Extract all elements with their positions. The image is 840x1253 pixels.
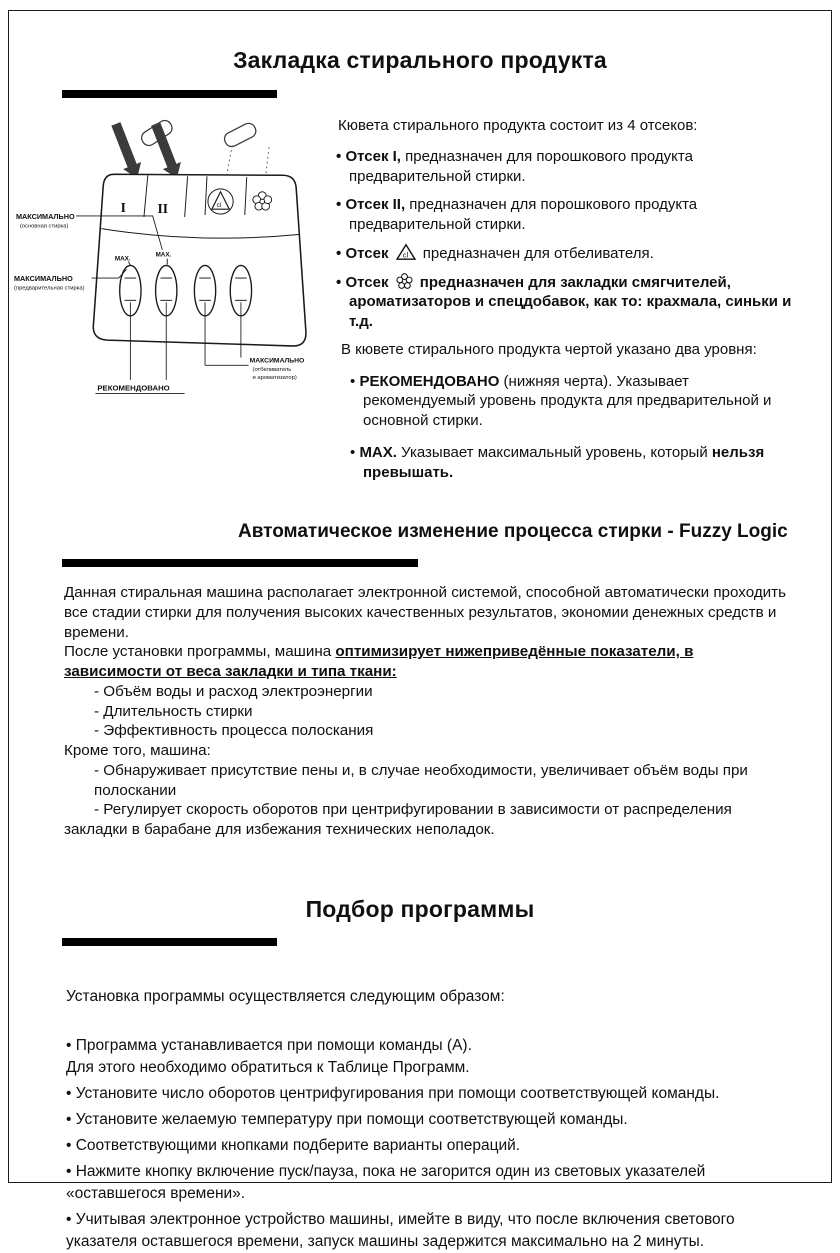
label-recommended: РЕКОМЕНДОВАНО	[97, 383, 170, 393]
optimized-item: - Эффективность процесса полоскания	[94, 722, 374, 740]
section2-title-bar	[62, 559, 418, 567]
softener-flower-icon	[396, 273, 413, 290]
fuzzy-paragraph-3: Кроме того, машина:	[64, 742, 211, 760]
fuzzy-paragraph-2-start: После установки программы, машина	[64, 643, 332, 661]
compartment-1-label: I	[120, 199, 126, 215]
max-level-label: MAX.	[155, 251, 172, 259]
fuzzy-paragraph-1: Данная стиральная машина располагает электронной системой, способной автоматически проходить все стадии стирки для получения высоких качественных результатов, экономии денежных средств и времени.	[64, 584, 787, 641]
program-step: • Соответствующими кнопками подберите варианты операций.	[66, 1137, 521, 1155]
section3-body	[0, 946, 840, 1253]
compartment-bleach-desc: предназначен для отбеливателя.	[422, 245, 654, 263]
label-max-bleach-sub1: (отбеливатель	[252, 366, 292, 373]
max-level-item	[350, 443, 794, 482]
bullet-marker: •	[336, 148, 342, 166]
compartment-2-item	[336, 195, 794, 234]
program-step: Для этого необходимо обратиться к Таблице Программ.	[66, 1059, 470, 1077]
label-max-prewash: МАКСИМАЛЬНО	[14, 273, 73, 283]
bullet-marker: •	[336, 245, 342, 263]
compartment-1-desc: предназначен для порошкового продукта предварительной стирки.	[349, 148, 693, 185]
bullet-marker: •	[336, 273, 342, 291]
max-level-label: MAX.	[114, 255, 131, 263]
compartment-2-desc: предназначен для порошкового продукта предварительной стирки.	[349, 196, 698, 233]
compartment-softener-item	[336, 273, 794, 332]
bleach-triangle-icon	[396, 243, 416, 261]
section-detergent-loading	[0, 47, 840, 495]
label-max-bleach-sub2: и ароматизатор)	[252, 374, 297, 381]
section2-title: Автоматическое изменение процесса стирки - Fuzzy Logic	[238, 521, 788, 543]
extra-feature-item: - Обнаруживает присутствие пены и, в случае необходимости, увеличивает объём воды при полоскании	[94, 761, 748, 799]
section-program-selection	[0, 896, 840, 1253]
compartment-softener-desc: предназначен для закладки смягчителей, ароматизаторов и спецдобавок, как то: крахмала, синьки и т.д.	[349, 273, 792, 330]
optimized-item: - Объём воды и расход электроэнергии	[94, 682, 373, 700]
label-max-bleach: МАКСИМАЛЬНО	[249, 357, 305, 365]
max-level-desc: Указывает максимальный уровень, который	[401, 444, 708, 462]
compartment-bleach-item	[336, 243, 794, 264]
section1-title-bar	[62, 90, 277, 98]
program-step: • Учитывая электронное устройство машины, имейте в виду, что после включения светового указателя оставшегося времени, запуск машины задержится максимально на 2 минуты.	[66, 1211, 735, 1251]
bullet-marker: •	[350, 444, 356, 462]
svg-text:cl: cl	[402, 250, 408, 260]
bullet-marker: •	[336, 196, 342, 214]
section1-text	[336, 112, 840, 496]
compartment-1-name: Отсек I,	[345, 148, 401, 166]
section1-body	[0, 112, 840, 496]
section3-title-bar	[62, 938, 277, 946]
extra-feature-item: - Регулирует скорость оборотов при центрифугировании в зависимости от распределения закладки в барабане для избежания технических неполадок.	[64, 801, 732, 839]
optimized-item: - Длительность стирки	[94, 702, 253, 720]
compartment-2-name: Отсек II,	[345, 196, 406, 214]
program-step: • Установите число оборотов центрифугирования при помощи соответствующей команды.	[66, 1085, 720, 1103]
bullet-marker: •	[350, 372, 356, 390]
label-max-main-wash: МАКСИМАЛЬНО	[15, 211, 75, 221]
program-step: • Программа устанавливается при помощи команды (А).	[66, 1037, 472, 1055]
svg-text:cl: cl	[216, 202, 222, 210]
compartment-1-item	[336, 147, 794, 186]
recommended-level-desc: (нижняя черта). Указывает рекомендуемый уровень продукта для предварительной и основной стирки.	[363, 372, 772, 429]
section2-body	[0, 567, 840, 840]
pour-arrow-icon	[111, 122, 141, 178]
section-fuzzy-logic	[0, 521, 840, 840]
compartment-softener-name: Отсек	[345, 273, 389, 291]
compartment-bleach-name: Отсек	[345, 245, 389, 263]
drawer-illustration	[14, 118, 334, 409]
max-level-name: MAX.	[359, 444, 397, 462]
program-step: • Нажмите кнопку включение пуск/пауза, пока не загорится один из световых указателей «оставшегося времени».	[66, 1163, 706, 1203]
recommended-level-item	[350, 372, 794, 431]
program-step: • Установите желаемую температуру при помощи соответствующей команды.	[66, 1111, 628, 1129]
dispenser-intro: Кювета стирального продукта состоит из 4 отсеков:	[338, 116, 698, 134]
levels-intro: В кювете стирального продукта чертой указано два уровня:	[341, 341, 757, 359]
bleach-triangle-icon	[208, 189, 233, 214]
recommended-level-name: РЕКОМЕНДОВАНО	[359, 372, 500, 390]
compartment-2-label: II	[157, 200, 169, 216]
section3-title: Подбор программы	[305, 895, 535, 922]
label-max-prewash-sub: (предварительная стирка)	[14, 285, 85, 292]
label-max-main-wash-sub: (основная стирка)	[19, 223, 69, 230]
fuzzy-paragraph-2	[64, 642, 792, 682]
max-level-warning: нельзя превышать.	[363, 444, 765, 481]
program-setup-intro: Установка программы осуществляется следующим образом:	[66, 988, 505, 1006]
section1-title: Закладка стирального продукта	[233, 47, 607, 74]
fuzzy-paragraph-2-underlined: оптимизирует нижеприведённые показатели, в зависимости от веса закладки и типа ткани:	[64, 643, 694, 681]
detergent-drawer-diagram	[14, 112, 336, 496]
